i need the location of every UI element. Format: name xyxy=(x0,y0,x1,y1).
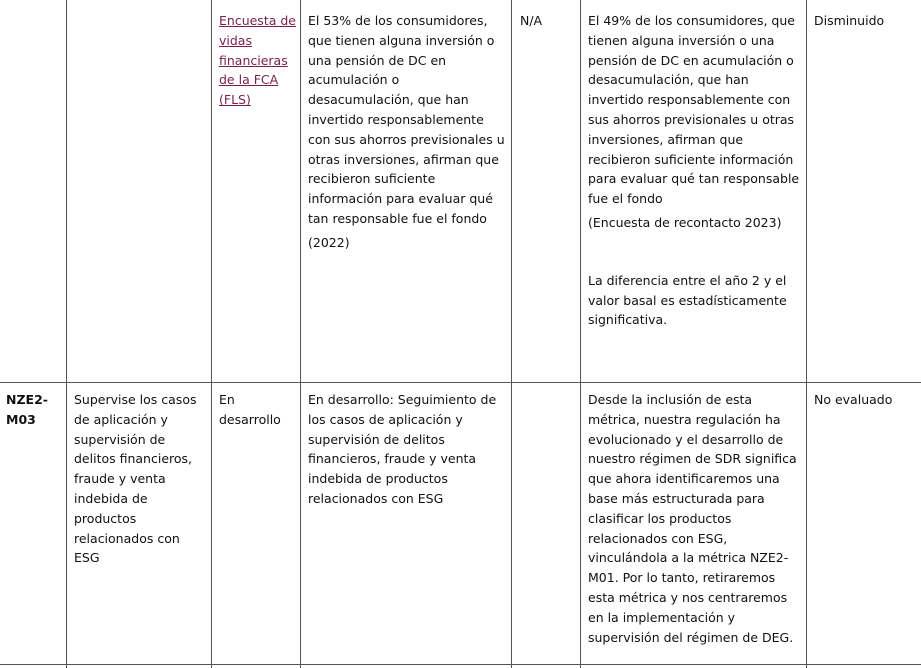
row1-result-text: El 49% de los consumidores, que tienen alguna inversión o una pensión de DC en acumulación o desacumulación, que han invertido responsablemente con sus ahorros previsionales u otras inversiones, afirman que recibieron suficiente información para evaluar qué tan responsable fue el fondo xyxy=(588,13,800,207)
metric-status: No evaluado xyxy=(814,392,893,407)
metric-description: Supervise los casos de aplicación y supervisión de delitos financieros, fraude y venta indebida de productos relacionados con ESG xyxy=(74,392,197,566)
row2-source-cell xyxy=(219,390,297,430)
row1-baseline-cell xyxy=(308,11,505,253)
row-divider xyxy=(0,382,921,383)
row1-target-text: N/A xyxy=(520,13,543,28)
column-divider xyxy=(511,0,512,668)
row1-result-note: La diferencia entre el año 2 y el valor basal es estadísticamente significativa. xyxy=(588,272,787,328)
metric-source: En desarrollo xyxy=(219,392,281,427)
row1-result-cell xyxy=(588,11,800,330)
row1-status-badge: Disminuido xyxy=(814,13,885,28)
row-divider xyxy=(0,664,921,665)
column-divider xyxy=(806,0,807,668)
row2-status-cell xyxy=(814,390,918,410)
row1-status-cell xyxy=(814,11,918,31)
row1-result-source: (Encuesta de recontacto 2023) xyxy=(588,214,782,230)
row2-id-cell xyxy=(6,390,62,430)
row1-baseline-year: (2022) xyxy=(308,234,350,250)
metric-result: Desde la inclusión de esta métrica, nuestra regulación ha evolucionado y el desarrollo de nuestro régimen de SDR significa que ahora identificaremos una base más estructurada para clasificar los productos relacionados con ESG, vinculándola a la métrica NZE2-M01. Por lo tanto, retiraremos esta métrica y nos centraremos en la implementación y supervisión del régimen de DEG. xyxy=(588,392,797,645)
row1-baseline-text: El 53% de los consumidores, que tienen alguna inversión o una pensión de DC en acumulación o desacumulación, que han invertido responsablemente con sus ahorros previsionales u otras inversiones, afirman que recibieron suficiente información para evaluar qué tan responsable fue el fondo xyxy=(308,13,505,226)
row1-target-cell xyxy=(520,11,578,31)
column-divider xyxy=(300,0,301,668)
column-divider xyxy=(66,0,67,668)
row1-source-cell xyxy=(219,11,299,110)
row2-result-cell xyxy=(588,390,802,647)
column-divider xyxy=(211,0,212,668)
metric-baseline: En desarrollo: Seguimiento de los casos de aplicación y supervisión de delitos financieros, fraude y venta indebida de productos relacionados con ESG xyxy=(308,392,497,506)
metric-id: NZE2-M03 xyxy=(6,392,48,427)
row2-baseline-cell xyxy=(308,390,506,509)
fls-survey-link[interactable]: Encuesta de vidas financieras de la FCA (FLS) xyxy=(219,13,296,108)
row2-description-cell xyxy=(74,390,207,568)
column-divider xyxy=(580,0,581,668)
